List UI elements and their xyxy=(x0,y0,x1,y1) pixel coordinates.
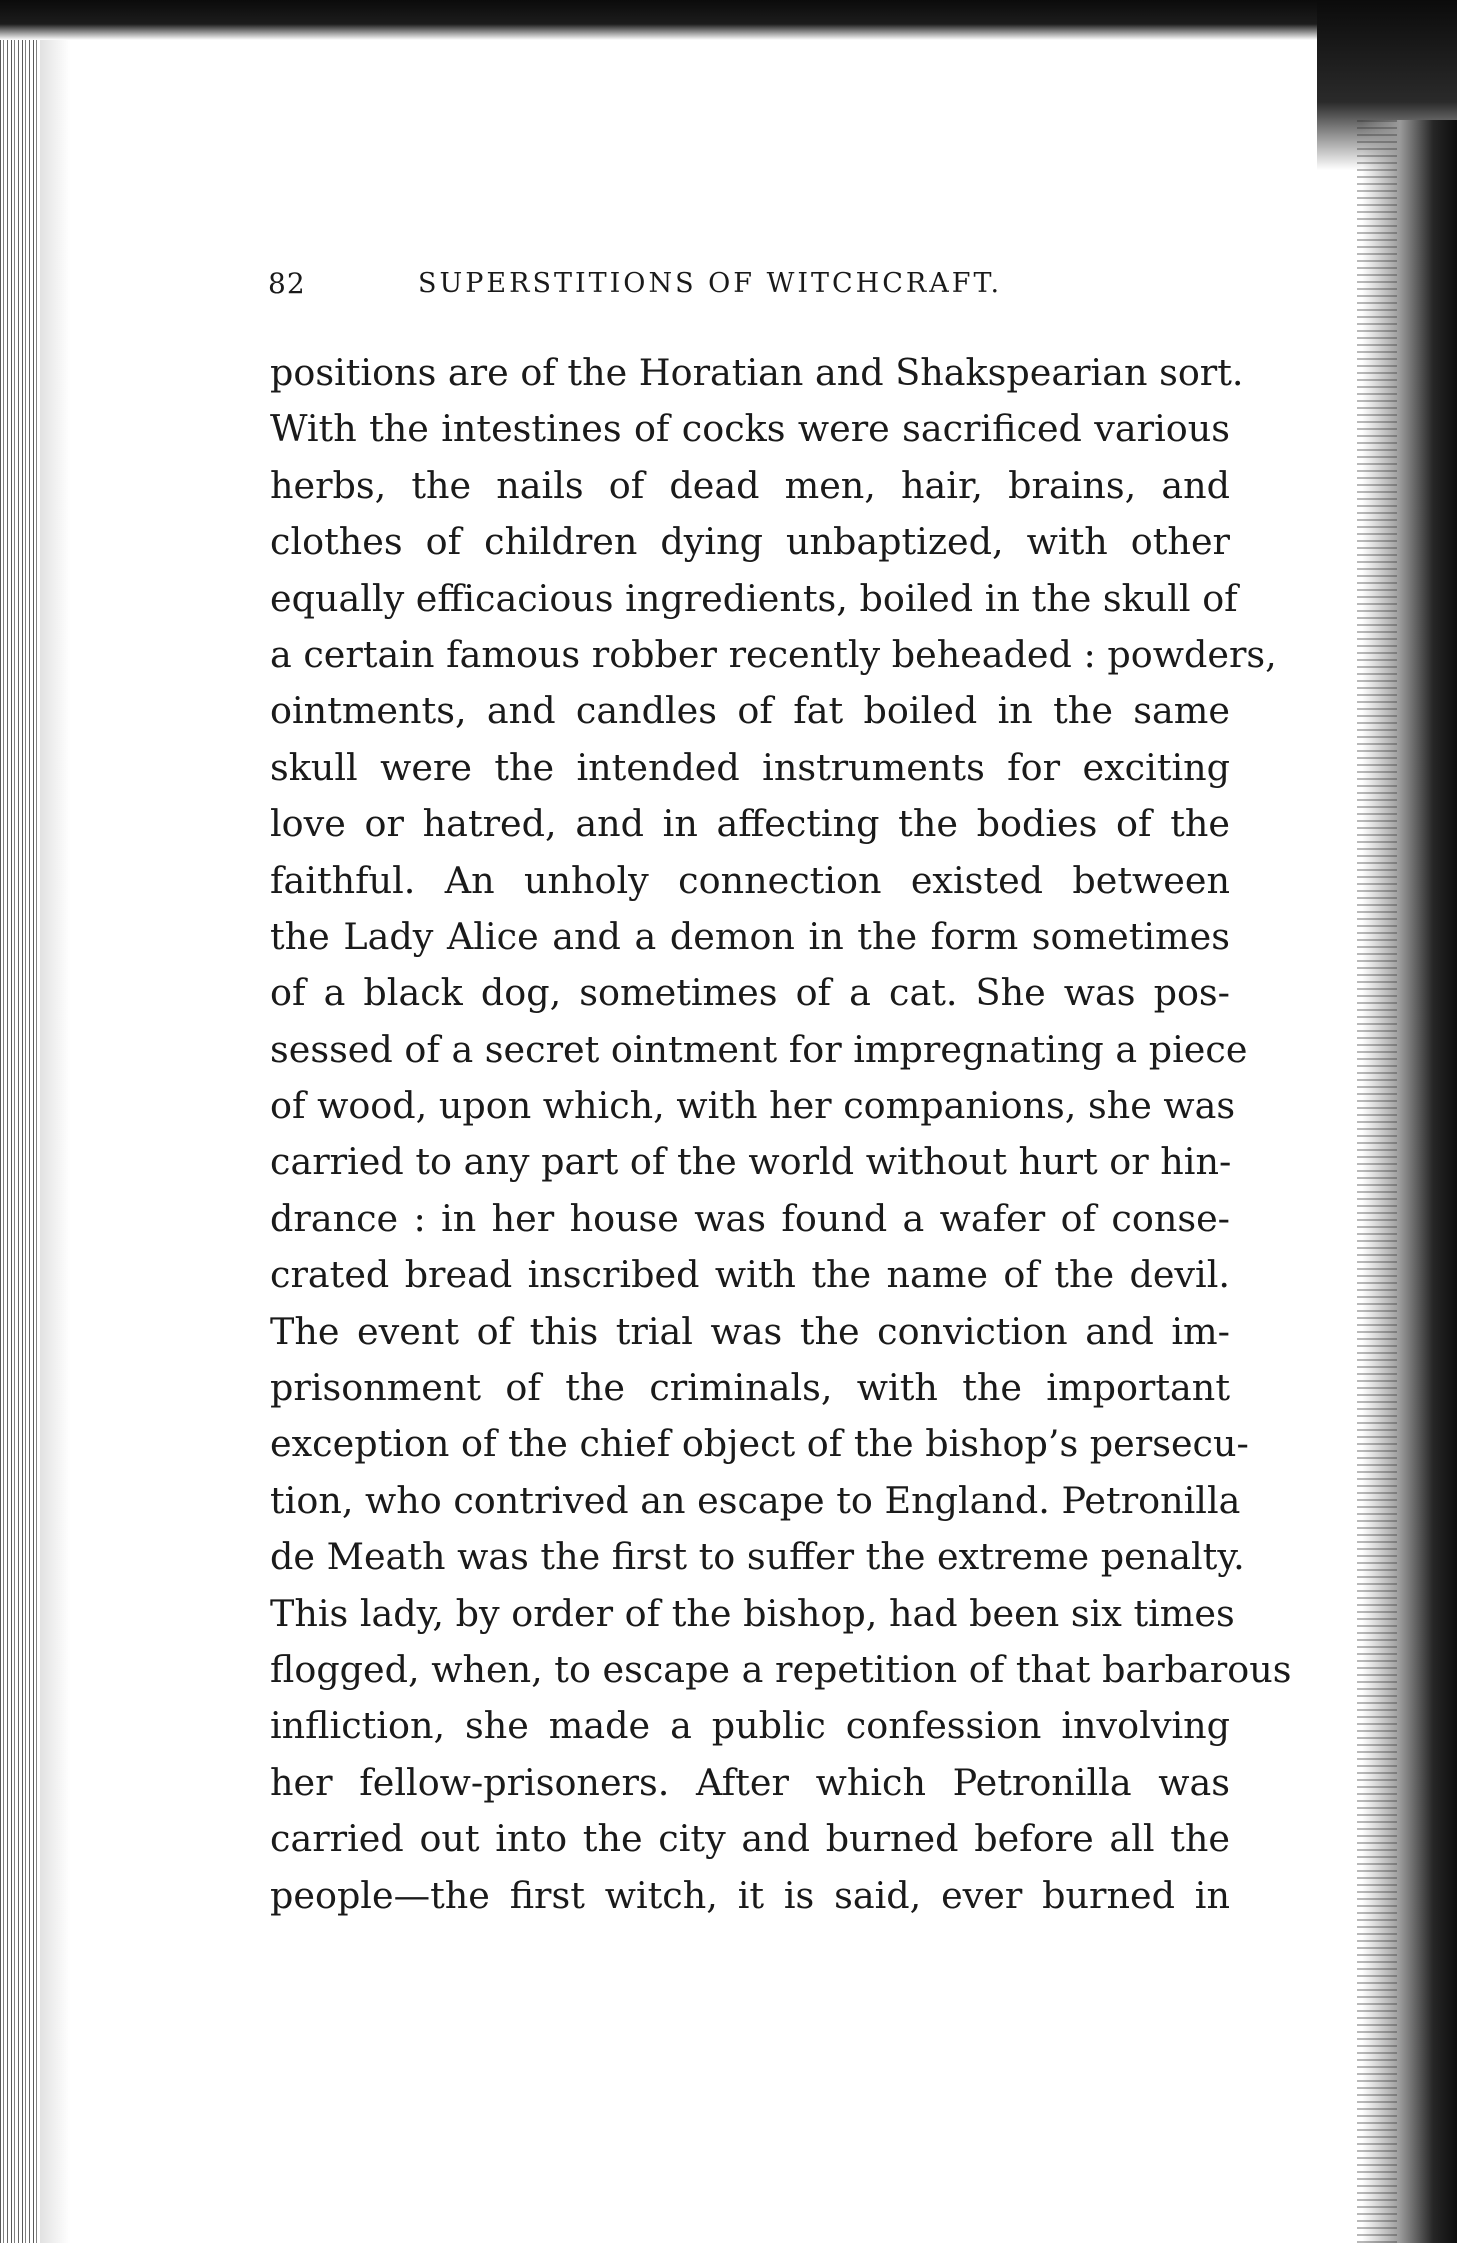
text-line: infliction, she made a public confession involving xyxy=(270,1704,1230,1748)
text-line: drance : in her house was found a wafer of conse- xyxy=(270,1196,1230,1240)
text-line: a certain famous robber recently beheaded : powders, xyxy=(270,632,1277,676)
text-line: her fellow-prisoners. After which Petronilla was xyxy=(270,1760,1230,1804)
text-line: the Lady Alice and a demon in the form sometimes xyxy=(270,914,1230,958)
book-binding-edge xyxy=(0,40,40,2243)
text-line: herbs, the nails of dead men, hair, brains, and xyxy=(270,463,1230,507)
text-line: equally efficacious ingredients, boiled in the skull of xyxy=(270,576,1238,620)
text-line: exception of the chief object of the bishop’s persecu- xyxy=(270,1422,1249,1466)
text-line: carried out into the city and burned before all the xyxy=(270,1817,1230,1861)
body-text xyxy=(270,345,1292,1924)
text-line: crated bread inscribed with the name of the devil. xyxy=(270,1253,1230,1297)
text-line: clothes of children dying unbaptized, with other xyxy=(270,520,1230,564)
text-line: carried to any part of the world without hurt or hin- xyxy=(270,1140,1232,1184)
page-number: 82 xyxy=(268,266,306,300)
page-top-shadow xyxy=(0,0,1457,40)
binding-shadow xyxy=(40,40,70,2243)
running-head: SUPERSTITIONS OF WITCHCRAFT. xyxy=(418,267,1003,299)
text-line: de Meath was the first to suffer the extreme penalty. xyxy=(270,1535,1245,1579)
text-line: flogged, when, to escape a repetition of that barbarous xyxy=(270,1647,1292,1691)
text-line: faithful. An unholy connection existed between xyxy=(270,858,1230,902)
text-line: skull were the intended instruments for exciting xyxy=(270,745,1230,789)
text-line: sessed of a secret ointment for impregnating a piece xyxy=(270,1027,1248,1071)
text-line: positions are of the Horatian and Shakspearian sort. xyxy=(270,351,1244,394)
text-line: tion, who contrived an escape to England. Petronilla xyxy=(270,1478,1241,1522)
page-header xyxy=(268,258,1268,308)
text-line: This lady, by order of the bishop, had been six times xyxy=(270,1591,1235,1635)
text-line: people—the first witch, it is said, ever burned in xyxy=(270,1873,1230,1917)
text-line: of a black dog, sometimes of a cat. She was pos- xyxy=(270,971,1230,1015)
text-line: With the intestines of cocks were sacrificed various xyxy=(270,407,1230,451)
text-line: of wood, upon which, with her companions, she was xyxy=(270,1084,1236,1128)
fore-edge-texture xyxy=(1357,120,1397,2243)
text-line: love or hatred, and in affecting the bodies of the xyxy=(270,802,1230,846)
text-line: The event of this trial was the conviction and im- xyxy=(270,1309,1230,1353)
text-line: ointments, and candles of fat boiled in the same xyxy=(270,689,1230,733)
text-line: prisonment of the criminals, with the important xyxy=(270,1366,1230,1410)
